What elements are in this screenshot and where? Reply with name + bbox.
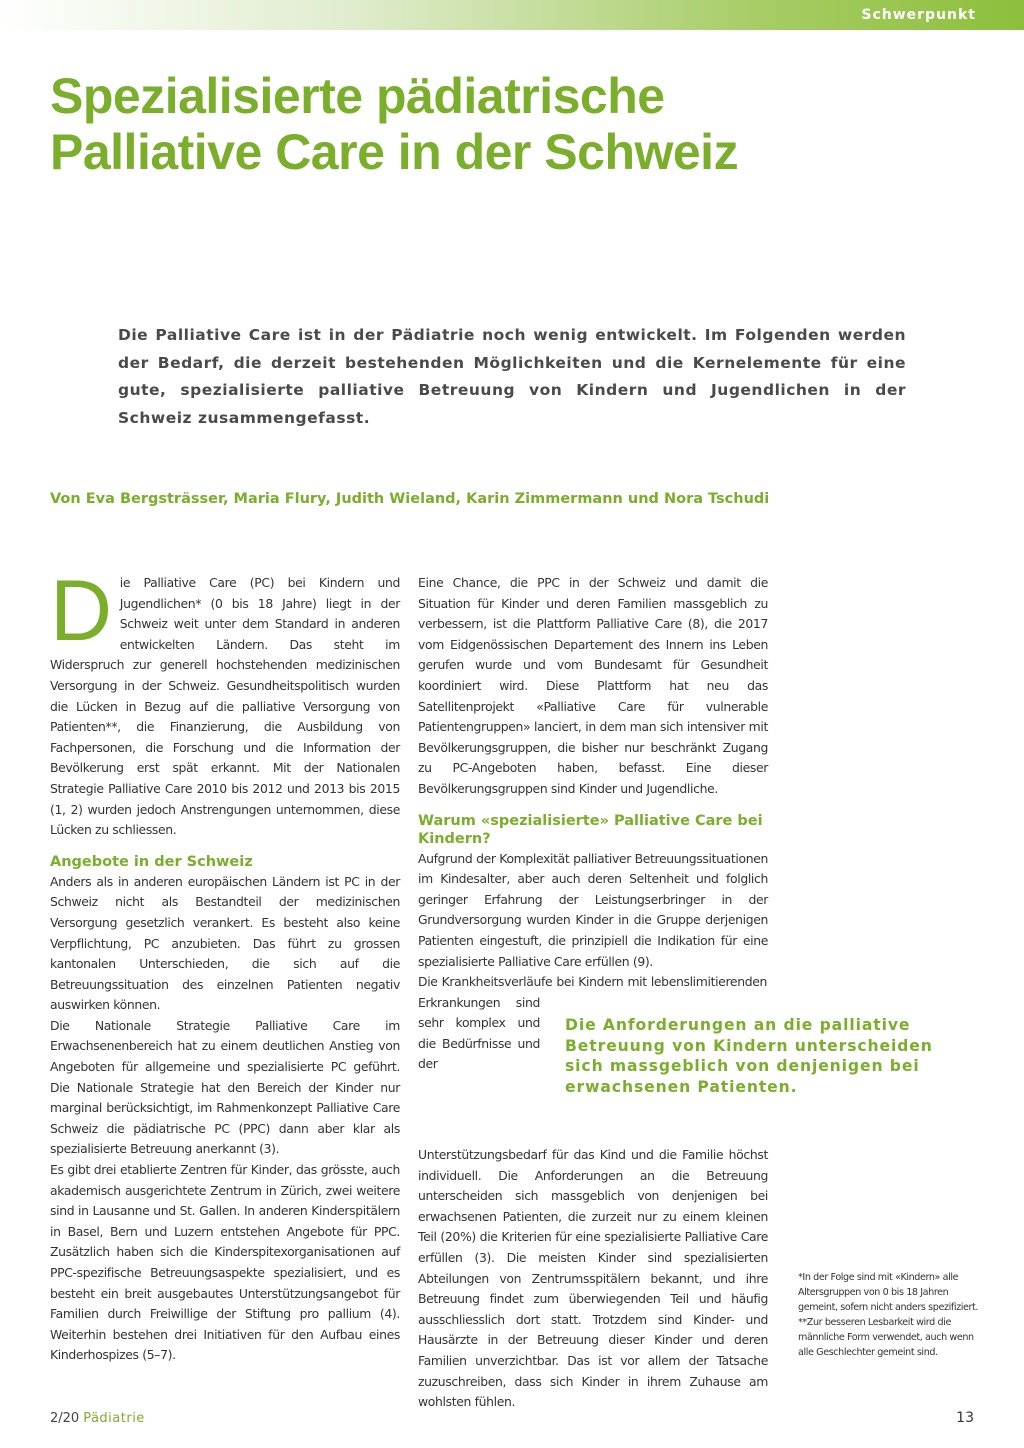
paragraph-warum-2-text: Die Krankheitsverläufe bei Kindern mit lebenslimitierenden Erkrankungen sind sehr komplex und die Bedürfnisse und der Unterstützungsbedarf für das Kind und die Familie höchst individuell. Die Anforderungen an die Betreuung unterscheiden sich massgeblich von denjenigen bei erwachsenen Patienten, die zurzeit nur zu einem kleinen Teil (20%) die Kriterien für eine spezialisierte Palliative Care erfüllen (3). Die meisten Kinder sind spezialisierten Abteilungen von Zentrumsspitälern bekannt, und ihre Betreuung findet zum überwiegenden Teil und häufig ausschliesslich dort statt. Trotzdem sind Kinder- und Hausärzte in der Betreuung dieser Kinder und deren Familien unverzichtbar. Das ist vor allem der Tatsache zuzuschreiben, dass sich Kinder in ihrem Zuhause am wohlsten fühlen. xyxy=(418,974,768,1410)
paragraph-warum-1: Aufgrund der Komplexität palliativer Betreuungssituationen im Kindesalter, aber auch deren Seltenheit und folglich geringer Erfahrung der Leistungserbringer in der Grundversorgung wurden Kinder in die Gruppe derjenigen Patienten eingestuft, die prinzipiell die Indikation für eine spezialisierte Palliative Care erfüllen (9). xyxy=(418,850,768,969)
article-authors: Von Eva Bergsträsser, Maria Flury, Judith Wieland, Karin Zimmermann und Nora Tschudi xyxy=(50,491,770,507)
section-header-bar xyxy=(0,0,1024,30)
article-title xyxy=(50,68,990,180)
paragraph-angebote-2: Die Nationale Strategie Palliative Care im Erwachsenenbereich hat zu einem deutlichen Anstieg von Angeboten für allgemeine und spezialisierte PC geführt. Die Nationale Strategie hat den Bereich der Kinder nur marginal berücksichtigt, im Rahmenkonzept Palliative Care Schweiz die pädiatrische PC (PPC) dann aber klar als spezialisierte Betreuung anerkannt (3). xyxy=(50,1017,400,1157)
intro-text: ie Palliative Care (PC) bei Kindern und Jugendlichen* (0 bis 18 Jahre) liegt in der Schweiz weit unter dem Standard in anderen entwickelten Ländern. Das steht im Widerspruch zur generell hochstehenden medizinischen Versorgung in der Schweiz. Gesundheitspolitisch wurden die Lücken in Bezug auf die palliative Versorgung von Patienten**, die Finanzierung, die Ausbildung von Fachpersonen, die Forschung und die Information der Bevölkerung erst spät erkannt. Mit der Nationalen Strategie Palliative Care 2010 bis 2012 und 2013 bis 2015 (1, 2) wurden jedoch Anstrengungen unternommen, diese Lücken zu schliessen. xyxy=(50,575,400,838)
heading-angebote: Angebote in der Schweiz xyxy=(50,853,253,870)
title-line-2: Palliative Care in der Schweiz xyxy=(50,124,739,180)
section-label: Schwerpunkt xyxy=(861,7,976,23)
column-right-content xyxy=(418,573,768,800)
intro-paragraph xyxy=(50,563,400,841)
title-line-1: Spezialisierte pädiatrische xyxy=(50,68,665,124)
article-lead: Die Palliative Care ist in der Pädiatrie noch wenig entwickelt. Im Folgenden werden der Bedarf, die derzeit bestehenden Möglichkeiten und die Kernelemente für eine gute, spezialisierte palliative Betreuung von Kindern und Jugendlichen in der Schweiz zusammengefasst. xyxy=(118,326,906,427)
footer-issue: 2/20 xyxy=(50,1411,80,1426)
paragraph-chance-continued: Eine Chance, die PPC in der Schweiz und damit die Situation für Kinder und deren Familien massgeblich zu verbessern, ist die Plattform Palliative Care (8), die 2017 vom Eidgenössischen Departement des Innern ins Leben gerufen wurde und vom Bundesamt für Gesundheit koordiniert wird. Diese Plattform hat neu das Satellitenprojekt «Palliative Care für vulnerable Patientengruppen» lanciert, in dem man sich intensiver mit Bevölkerungsgruppen, die bisher nur beschränkt Zugang zu PC-Angeboten haben, befasst. Eine dieser Bevölkerungsgruppen sind Kinder und Jugendliche. xyxy=(418,575,768,796)
footnote-2: **Zur besseren Lesbarkeit wird die männliche Form verwendet, auch wenn alle Geschlechter gemeint sind. xyxy=(798,1317,974,1358)
dropcap: D xyxy=(50,563,112,659)
heading-warum: Warum «spezialisierte» Palliative Care bei Kindern? xyxy=(418,812,763,847)
page-number: 13 xyxy=(956,1410,974,1426)
footer-journal: Pädiatrie xyxy=(83,1411,145,1426)
footnote-1: *In der Folge sind mit «Kindern» alle Altersgruppen von 0 bis 18 Jahren gemeint, sofern nicht anders spezifiziert. xyxy=(798,1272,979,1313)
footnotes xyxy=(798,1270,983,1360)
footer-issue-journal xyxy=(50,1411,145,1426)
float-offset xyxy=(767,972,768,995)
text-column-right xyxy=(418,573,768,1413)
text-column-left xyxy=(50,563,400,1366)
pull-quote: Die Anforderungen an die palliative Betreuung von Kindern unterscheiden sich massgeblich von denjenigen bei erwachsenen Patienten. xyxy=(565,1016,933,1096)
paragraph-angebote-3: Es gibt drei etablierte Zentren für Kinder, das grösste, auch akademisch ausgerichtete Zentrum in Zürich, zwei weitere sind in Lausanne und St. Gallen. In anderen Kinderspitälern in Basel, Bern und Luzern entstehen Angebote für PPC. Zusätzlich haben sich die Kinderspitexorganisationen auf PPC-spezifische Betreuungsaspekte spezialisiert, und es besteht ein breit ausgebautes Unterstützungsangebot für Familien durch Freiwillige der Stiftung pro pallium (4). Weiterhin bestehen drei Initiativen für den Aufbau eines Kinderhospizes (5–7). xyxy=(50,1162,400,1363)
paragraph-angebote-1: Anders als in anderen europäischen Ländern ist PC in der Schweiz nicht als Bestandteil der medizinischen Versorgung gesetzlich verankert. Es besteht also keine Verpflichtung, PC anzubieten. Das führt zu grossen kantonalen Unterschieden, die sich auf die Betreuungssituation des einzelnen Patienten negativ auswirken können. xyxy=(50,873,400,1013)
